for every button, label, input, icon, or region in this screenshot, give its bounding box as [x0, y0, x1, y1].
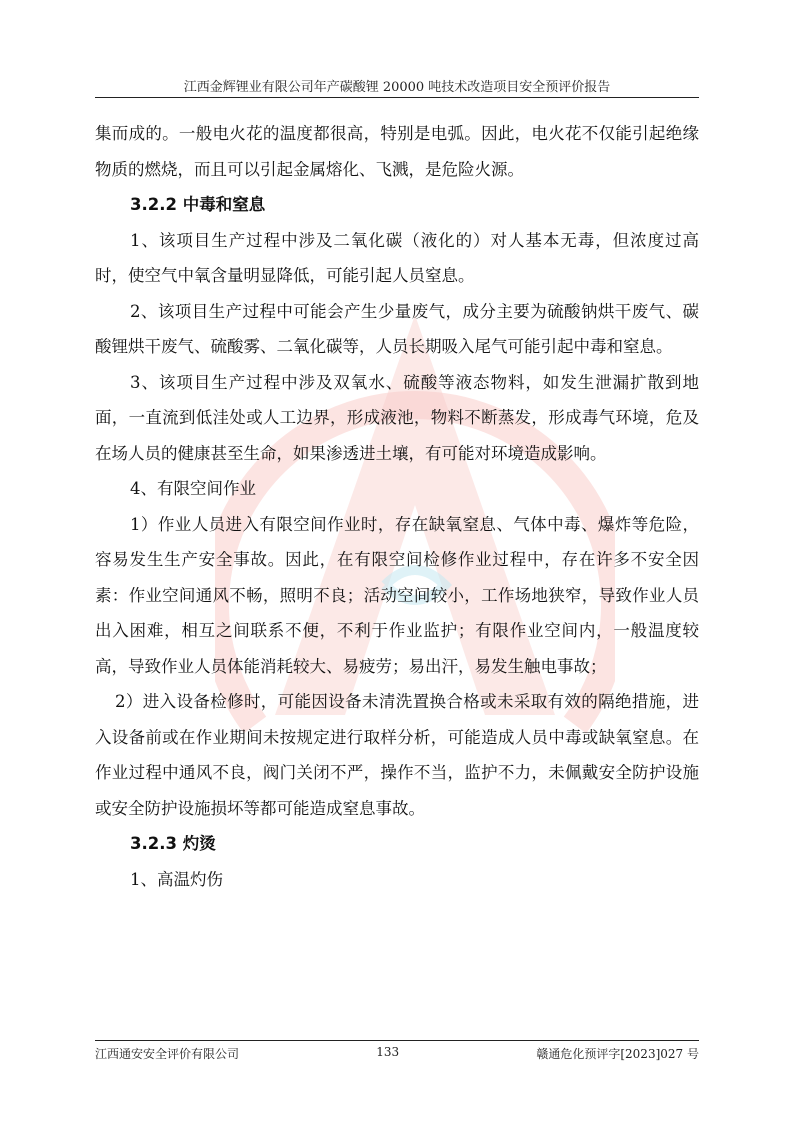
paragraph: 2）进入设备检修时，可能因设备未清洗置换合格或未采取有效的隔绝措施，进入设备前或在作业期间未按规定进行取样分析，可能造成人员中毒或缺氧窒息。在作业过程中通风不良，阀门关闭不严，操作不当，监护不力，未佩戴安全防护设施或安全防护设施损坏等都可能造成窒息事故。 [95, 692, 699, 818]
paragraph: 1、高温灼伤 [130, 869, 223, 889]
page-header: 江西金辉锂业有限公司年产碳酸锂 20000 吨技术改造项目安全预评价报告 [183, 80, 611, 95]
section-heading: 3.2.3 灼烫 [130, 834, 216, 853]
paragraph: 3、该项目生产过程中涉及双氧水、硫酸等液态物料，如发生泄漏扩散到地面，一直流到低洼处或人工边界，形成液池，物料不断蒸发，形成毒气环境，危及在场人员的健康甚至生命，如果渗透进土壤，有可能对环境造成影响。 [95, 372, 699, 463]
footer-rule [95, 1040, 699, 1041]
header-rule [95, 97, 699, 98]
page-footer [95, 1045, 699, 1062]
paragraph: 1）作业人员进入有限空间作业时，存在缺氧窒息、气体中毒、爆炸等危险，容易发生生产安全事故。因此，在有限空间检修作业过程中，存在许多不安全因素：作业空间通风不畅，照明不良；活动空间较小，工作场地狭窄，导致作业人员出入困难，相互之间联系不便，不利于作业监护；有限作业空间内，一般温度较高，导致作业人员体能消耗较大、易疲劳；易出汗，易发生触电事故； [95, 514, 699, 676]
paragraph: 集而成的。一般电火花的温度都很高，特别是电弧。因此，电火花不仅能引起绝缘物质的燃烧，而且可以引起金属熔化、飞溅，是危险火源。 [95, 124, 699, 179]
section-heading: 3.2.2 中毒和窒息 [130, 195, 266, 214]
document-code: 赣通危化预评字[2023]027 号 [536, 1047, 699, 1061]
document-body [95, 116, 699, 897]
paragraph: 1、该项目生产过程中涉及二氧化碳（液化的）对人基本无毒，但浓度过高时，使空气中氧含量明显降低，可能引起人员窒息。 [95, 230, 699, 285]
paragraph: 4、有限空间作业 [130, 479, 256, 498]
footer-company: 江西通安安全评价有限公司 [95, 1047, 240, 1061]
page-number: 133 [376, 1045, 400, 1059]
paragraph: 2、该项目生产过程中可能会产生少量废气，成分主要为硫酸钠烘干废气、碳酸锂烘干废气、硫酸雾、二氧化碳等，人员长期吸入尾气可能引起中毒和窒息。 [95, 301, 699, 356]
